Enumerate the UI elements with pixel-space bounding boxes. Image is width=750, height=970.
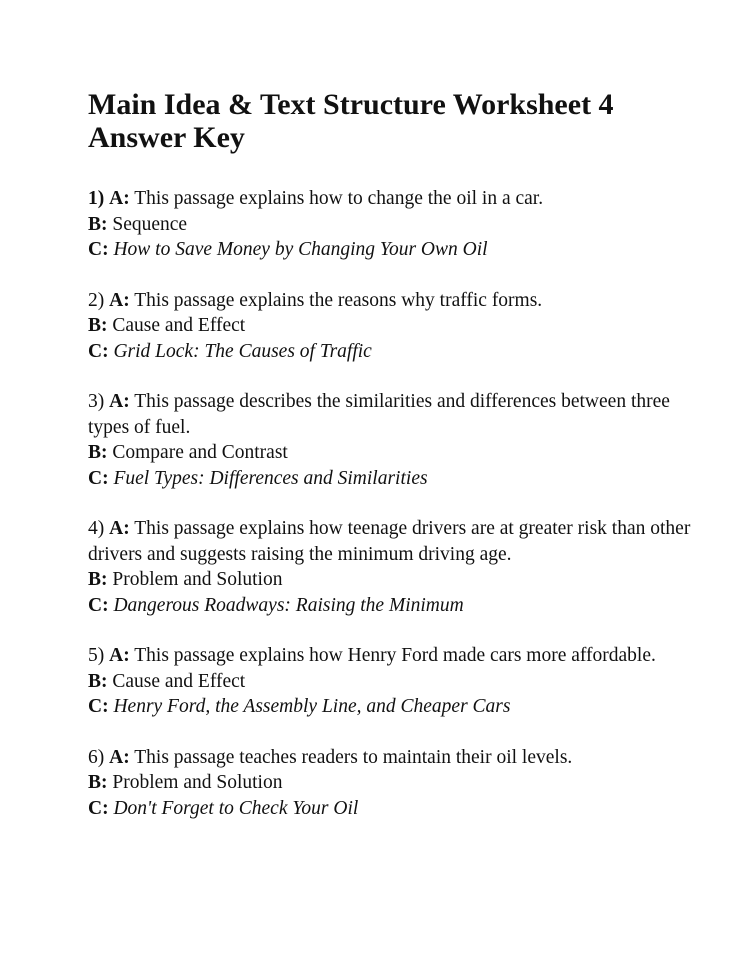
a-label: A:	[109, 391, 130, 412]
b-label: B:	[88, 213, 108, 235]
answer-c-line	[88, 339, 698, 365]
c-label: C:	[88, 340, 109, 362]
a-text: This passage teaches readers to maintain their oil levels.	[134, 746, 573, 768]
b-label: B:	[88, 442, 108, 463]
answer-a-line	[88, 288, 698, 314]
page-title	[88, 88, 708, 154]
answer-a-line	[88, 745, 698, 771]
a-label: A:	[109, 746, 130, 768]
answer-item-3	[88, 389, 698, 491]
b-label: B:	[88, 315, 108, 336]
answer-number: 4)	[88, 518, 105, 539]
answer-number: 5)	[88, 645, 105, 666]
answer-number: 1)	[88, 188, 105, 209]
answer-c-line	[88, 694, 698, 720]
b-text: Cause and Effect	[112, 670, 246, 692]
a-label: A:	[109, 645, 130, 666]
answer-c-line	[88, 466, 698, 492]
answer-a-line	[88, 389, 698, 440]
answer-c-line	[88, 796, 698, 822]
b-text: Problem and Solution	[112, 569, 283, 590]
title-line-2: Answer Key	[88, 121, 245, 154]
answer-c-line	[88, 237, 698, 263]
answer-item-6	[88, 745, 698, 822]
c-label: C:	[88, 467, 109, 489]
a-label: A:	[109, 518, 130, 539]
a-label: A:	[109, 289, 130, 311]
b-label: B:	[88, 569, 108, 590]
c-text: Grid Lock: The Causes of Traffic	[113, 340, 372, 362]
a-text: This passage describes the similarities and differences between three types of fuel.	[88, 391, 670, 438]
a-text: This passage explains the reasons why traffic forms.	[134, 289, 543, 311]
a-text: This passage explains how teenage drivers are at greater risk than other drivers and suggests raising the minimum driving age.	[88, 518, 691, 565]
answer-list	[88, 186, 698, 846]
a-text: This passage explains how Henry Ford made cars more affordable.	[134, 645, 656, 666]
answer-b-line	[88, 313, 698, 339]
c-label: C:	[88, 797, 109, 819]
answer-b-line	[88, 567, 698, 593]
answer-a-line	[88, 186, 698, 212]
c-text: How to Save Money by Changing Your Own Oil	[113, 239, 488, 260]
c-label: C:	[88, 696, 109, 717]
b-text: Cause and Effect	[112, 315, 246, 336]
answer-item-1	[88, 186, 698, 263]
title-line-1: Main Idea & Text Structure Worksheet 4	[88, 88, 614, 121]
a-label: A:	[109, 188, 130, 209]
b-label: B:	[88, 670, 108, 692]
b-text: Sequence	[112, 213, 188, 235]
answer-b-line	[88, 770, 698, 796]
answer-number: 3)	[88, 391, 105, 412]
answer-item-4	[88, 516, 698, 618]
c-text: Don't Forget to Check Your Oil	[113, 797, 359, 819]
a-text: This passage explains how to change the oil in a car.	[134, 188, 544, 209]
c-label: C:	[88, 594, 109, 616]
answer-b-line	[88, 212, 698, 238]
b-text: Problem and Solution	[112, 772, 283, 793]
b-label: B:	[88, 772, 108, 793]
answer-b-line	[88, 440, 698, 466]
c-text: Fuel Types: Differences and Similarities	[113, 467, 428, 489]
answer-number: 6)	[88, 746, 105, 768]
answer-number: 2)	[88, 289, 105, 311]
c-label: C:	[88, 239, 109, 260]
answer-a-line	[88, 643, 698, 669]
answer-b-line	[88, 669, 698, 695]
c-text: Henry Ford, the Assembly Line, and Cheaper Cars	[113, 696, 511, 717]
answer-a-line	[88, 516, 698, 567]
answer-item-5	[88, 643, 698, 720]
b-text: Compare and Contrast	[112, 442, 288, 463]
answer-item-2	[88, 288, 698, 365]
c-text: Dangerous Roadways: Raising the Minimum	[113, 594, 464, 616]
answer-c-line	[88, 593, 698, 619]
